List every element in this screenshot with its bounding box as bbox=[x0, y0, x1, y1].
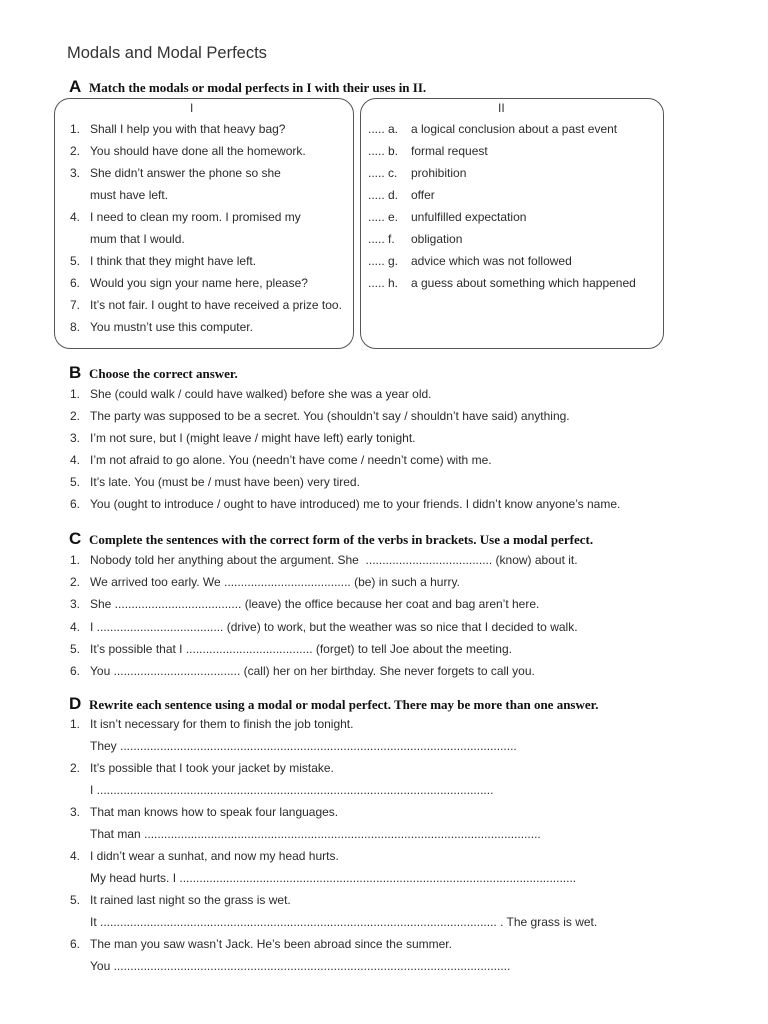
item-text: It’s possible that I ...................................... (forget) to tell Joe about the meeting. bbox=[90, 641, 512, 656]
section-d-letter: D bbox=[69, 694, 82, 713]
item-number: 1. bbox=[69, 553, 80, 567]
item-text: You ...................................... (call) her on her birthday. She never forgets to call you. bbox=[90, 664, 535, 678]
item-letter: ..... d. bbox=[368, 188, 399, 202]
item-number: 2. bbox=[69, 409, 80, 423]
item-text: That man knows how to speak four languages. bbox=[90, 805, 339, 819]
item-text: offer bbox=[411, 188, 435, 202]
section-b-letter: B bbox=[69, 363, 82, 382]
item-number: 8. bbox=[69, 320, 80, 334]
item-number: 3. bbox=[69, 597, 80, 612]
item-text: I ...................................... (drive) to work, but the weather was so nice that I decided to walk. bbox=[90, 619, 578, 634]
item-text: She ...................................... (leave) the office because her coat and bag aren’t here. bbox=[90, 597, 540, 612]
item-letter: ..... b. bbox=[368, 144, 399, 158]
section-a-letter: A bbox=[69, 77, 82, 96]
item-letter: ..... f. bbox=[368, 232, 395, 246]
item-text: I didn’t wear a sunhat, and now my head hurts. bbox=[90, 849, 339, 863]
item-text: I’m not sure, but I (might leave / might have left) early tonight. bbox=[90, 431, 416, 445]
item-number: 5. bbox=[69, 893, 80, 907]
answer-line: That man ....................................................................................................................... bbox=[90, 827, 541, 841]
item-number: 7. bbox=[69, 298, 80, 312]
item-number: 1. bbox=[69, 387, 80, 401]
item-text: It isn’t necessary for them to finish the job tonight. bbox=[90, 717, 354, 731]
section-d-header bbox=[69, 694, 598, 714]
item-number: 1. bbox=[69, 717, 80, 731]
item-number: 5. bbox=[69, 254, 80, 268]
section-b-header bbox=[69, 363, 238, 383]
section-c-letter: C bbox=[69, 529, 82, 548]
item-text: It’s possible that I took your jacket by mistake. bbox=[90, 761, 334, 775]
item-text: Shall I help you with that heavy bag? bbox=[90, 122, 286, 136]
answer-line: I ....................................................................................................................... bbox=[90, 783, 494, 797]
item-text: advice which was not followed bbox=[411, 254, 572, 268]
item-text: Would you sign your name here, please? bbox=[90, 276, 308, 290]
section-b-instruction: Choose the correct answer. bbox=[89, 366, 238, 381]
item-text: I need to clean my room. I promised my bbox=[90, 210, 301, 224]
item-letter: ..... a. bbox=[368, 122, 399, 136]
item-text: You (ought to introduce / ought to have introduced) me to your friends. I didn’t know anyone’s name. bbox=[90, 497, 621, 511]
section-c-instruction: Complete the sentences with the correct form of the verbs in brackets. Use a modal perfect. bbox=[89, 532, 594, 547]
item-number: 6. bbox=[69, 497, 80, 511]
item-text: She (could walk / could have walked) before she was a year old. bbox=[90, 387, 432, 401]
item-text: a guess about something which happened bbox=[411, 276, 636, 290]
section-a-header bbox=[69, 77, 426, 97]
item-text: You mustn’t use this computer. bbox=[90, 320, 253, 334]
item-number: 4. bbox=[69, 619, 80, 634]
item-text: It’s not fair. I ought to have received a prize too. bbox=[90, 298, 342, 312]
item-number: 5. bbox=[69, 475, 80, 489]
answer-line: You ....................................................................................................................... bbox=[90, 959, 511, 973]
section-c-header bbox=[69, 529, 593, 549]
item-number: 1. bbox=[69, 122, 80, 136]
item-text: I’m not afraid to go alone. You (needn’t have come / needn’t come) with me. bbox=[90, 453, 492, 467]
item-text: The man you saw wasn’t Jack. He’s been abroad since the summer. bbox=[90, 937, 452, 951]
column-i-heading: I bbox=[190, 101, 194, 115]
item-text: The party was supposed to be a secret. You (shouldn’t say / shouldn’t have said) anything. bbox=[90, 409, 570, 423]
item-number: 3. bbox=[69, 805, 80, 819]
item-text: We arrived too early. We ...................................... (be) in such a hurry. bbox=[90, 575, 460, 590]
item-text: unfulfilled expectation bbox=[411, 210, 527, 224]
page-title: Modals and Modal Perfects bbox=[67, 44, 267, 62]
answer-line: They ....................................................................................................................... bbox=[90, 739, 517, 753]
item-text: formal request bbox=[411, 144, 488, 158]
item-text: obligation bbox=[411, 232, 463, 246]
item-number: 6. bbox=[69, 664, 80, 678]
section-a-instruction: Match the modals or modal perfects in I with their uses in II. bbox=[89, 80, 427, 95]
item-number: 4. bbox=[69, 210, 80, 224]
item-text: Nobody told her anything about the argument. She ...................................... (know) about it. bbox=[90, 553, 578, 567]
item-text: prohibition bbox=[411, 166, 467, 180]
item-letter: ..... g. bbox=[368, 254, 399, 268]
item-number: 4. bbox=[69, 849, 80, 863]
item-text: must have left. bbox=[90, 188, 169, 202]
item-number: 2. bbox=[69, 144, 80, 158]
item-text: It’s late. You (must be / must have been) very tired. bbox=[90, 475, 360, 489]
item-text: It rained last night so the grass is wet. bbox=[90, 893, 291, 907]
item-text: a logical conclusion about a past event bbox=[411, 122, 618, 136]
item-number: 3. bbox=[69, 431, 80, 445]
item-number: 2. bbox=[69, 761, 80, 775]
item-letter: ..... e. bbox=[368, 210, 399, 224]
item-number: 2. bbox=[69, 575, 80, 590]
item-number: 6. bbox=[69, 276, 80, 290]
item-number: 3. bbox=[69, 166, 80, 180]
item-letter: ..... h. bbox=[368, 276, 399, 290]
item-number: 5. bbox=[69, 641, 80, 656]
item-text: She didn’t answer the phone so she bbox=[90, 166, 281, 180]
item-text: I think that they might have left. bbox=[90, 254, 257, 268]
item-number: 4. bbox=[69, 453, 80, 467]
item-text: You should have done all the homework. bbox=[90, 144, 306, 158]
answer-line: My head hurts. I ....................................................................................................................... bbox=[90, 871, 577, 885]
item-text: mum that I would. bbox=[90, 232, 185, 246]
column-ii-heading: II bbox=[498, 101, 505, 115]
item-letter: ..... c. bbox=[368, 166, 398, 180]
section-d-instruction: Rewrite each sentence using a modal or modal perfect. There may be more than one answer. bbox=[89, 697, 599, 712]
item-number: 6. bbox=[69, 937, 80, 951]
answer-line: It ....................................................................................................................... . The grass is wet. bbox=[90, 915, 598, 929]
